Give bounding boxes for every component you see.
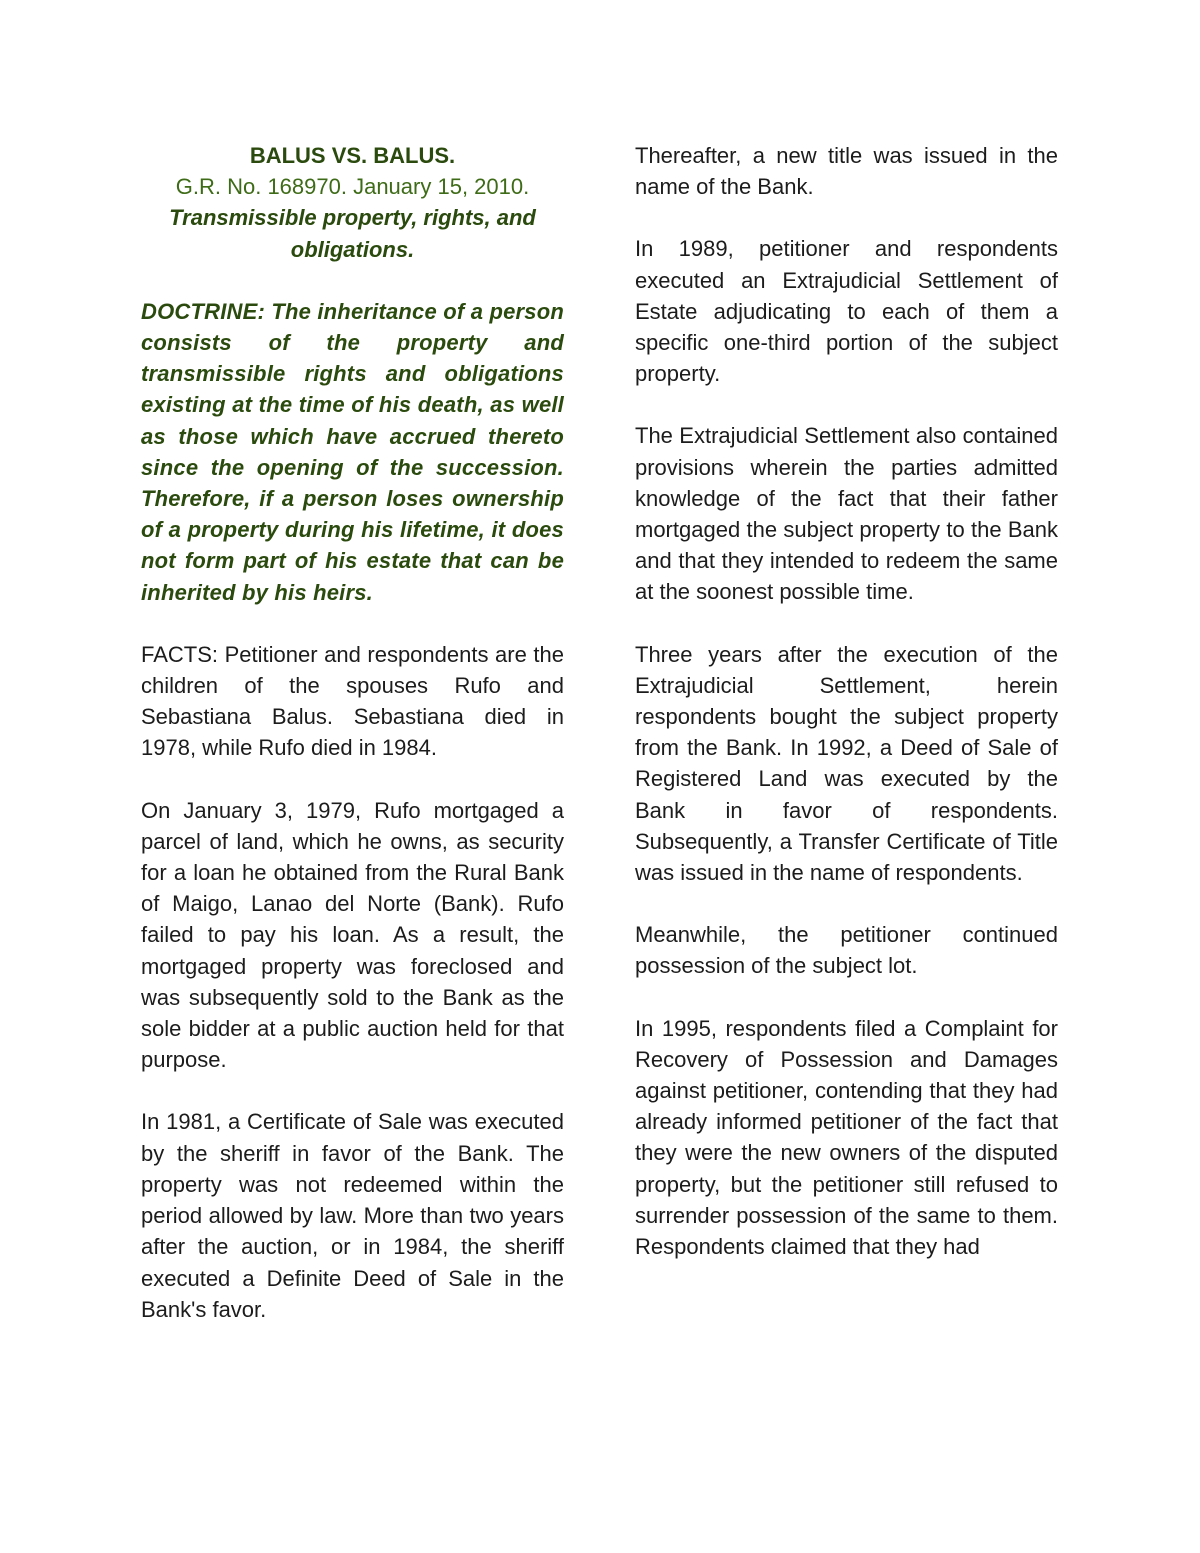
extrajudicial-settlement-paragraph: In 1989, petitioner and respondents executed an Extrajudicial Settlement of Estate adjudicating to each of them a specific one-third portion of the subject property. (635, 236, 1058, 387)
mortgage-paragraph: On January 3, 1979, Rufo mortgaged a parcel of land, which he owns, as security for a loan he obtained from the Rural Bank of Maigo, Lanao del Norte (Bank). Rufo failed to pay his loan. As a result, the mortgaged property was foreclosed and was subsequently sold to the Bank as the sole bidder at a public auction held for that purpose. (141, 797, 564, 1073)
case-reference: G.R. No. 168970. January 15, 2010. (175, 174, 530, 200)
new-title-paragraph: Thereafter, a new title was issued in the name of the Bank. (635, 143, 1058, 200)
case-header (141, 140, 564, 265)
certificate-of-sale-paragraph: In 1981, a Certificate of Sale was executed by the sheriff in favor of the Bank. The property was not redeemed within the period allowed by law. More than two years after the auction, or in 1984, the sheriff executed a Definite Deed of Sale in the Bank's favor. (141, 1109, 564, 1322)
case-topic: Transmissible property, rights, and obligations. (169, 205, 536, 262)
possession-paragraph: Meanwhile, the petitioner continued possession of the subject lot. (635, 922, 1058, 979)
right-column (635, 140, 1058, 1293)
complaint-paragraph: In 1995, respondents filed a Complaint for Recovery of Possession and Damages against petitioner, contending that they had already informed petitioner of the fact that they were the new owners of the disputed property, but the petitioner still refused to surrender possession of the same to them. Respondents claimed that they had (635, 1015, 1058, 1260)
left-column (141, 140, 564, 1356)
purchase-paragraph: Three years after the execution of the Extrajudicial Settlement, herein respondents bought the subject property from the Bank. In 1992, a Deed of Sale of Registered Land was executed by the Bank in favor of respondents. Subsequently, a Transfer Certificate of Title was issued in the name of respondents. (635, 641, 1058, 886)
case-title: BALUS VS. BALUS. (249, 143, 456, 168)
settlement-provisions-paragraph: The Extrajudicial Settlement also contained provisions wherein the parties admitted knowledge of the fact that their father mortgaged the subject property to the Bank and that they intended to redeem the same at the soonest possible time. (635, 423, 1058, 605)
facts-paragraph: FACTS: Petitioner and respondents are the children of the spouses Rufo and Sebastiana Balus. Sebastiana died in 1978, while Rufo died in 1984. (141, 641, 564, 761)
doctrine-paragraph: DOCTRINE: The inheritance of a person consists of the property and transmissible rights and obligations existing at the time of his death, as well as those which have accrued thereto since the opening of the succession. Therefore, if a person loses ownership of a property during his lifetime, it does not form part of his estate that can be inherited by his heirs. (141, 298, 565, 605)
